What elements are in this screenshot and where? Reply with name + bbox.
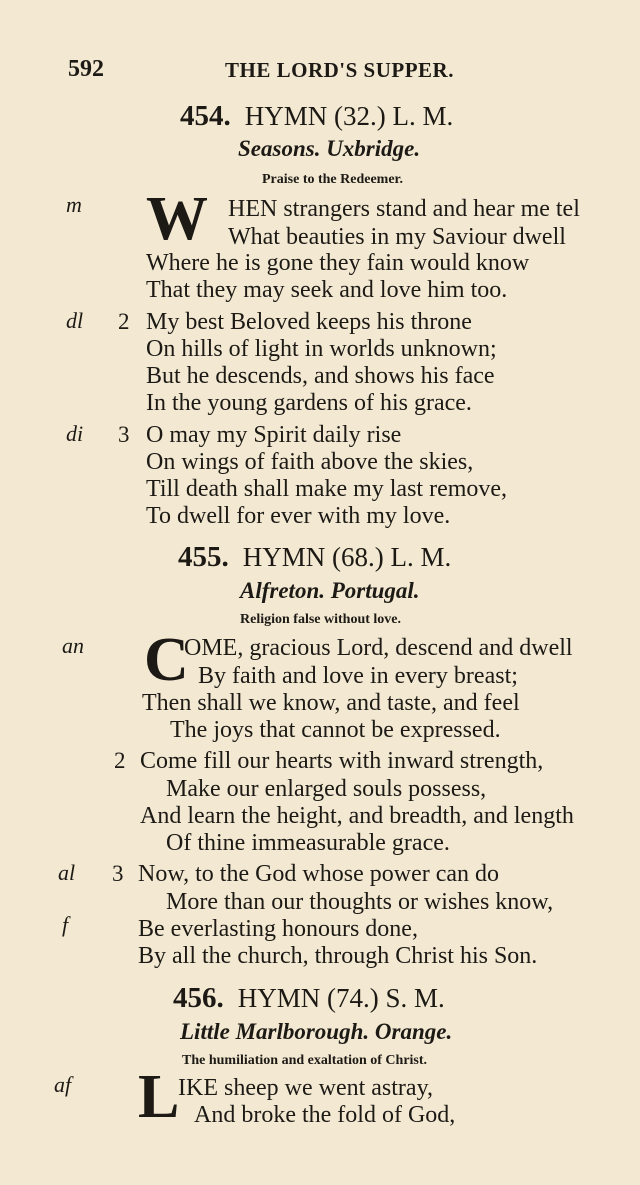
hymn-line: To dwell for ever with my love. (146, 503, 451, 529)
hymn-line: Of thine immeasurable grace. (166, 830, 450, 856)
hymn-454-heading (180, 100, 453, 133)
hymn-line: But he descends, and shows his face (146, 363, 495, 389)
hymn-line: Where he is gone they fain would know (146, 250, 530, 276)
hymn-455-tunes: Alfreton. Portugal. (240, 578, 420, 603)
hymn-454-number: 454. (180, 100, 231, 132)
hymn-line: Then shall we know, and taste, and feel (142, 690, 520, 716)
hymn-line: Make our enlarged souls possess, (166, 776, 487, 802)
hymn-line: Come fill our hearts with inward strength, (140, 748, 544, 774)
drop-cap: C (144, 626, 189, 694)
margin-mark: m (66, 192, 82, 217)
hymn-line: By faith and love in every breast; (198, 663, 518, 689)
margin-mark: af (54, 1072, 72, 1097)
hymn-456-number: 456. (173, 982, 224, 1014)
hymn-456-heading (173, 982, 445, 1015)
hymn-line: That they may seek and love him too. (146, 277, 508, 303)
stanza-number: 3 (118, 422, 130, 447)
hymn-line: On wings of faith above the skies, (146, 449, 474, 475)
hymn-line: The joys that cannot be expressed. (170, 717, 501, 743)
hymn-line: O may my Spirit daily rise (146, 422, 402, 448)
hymn-454-title: HYMN (32.) L. M. (244, 101, 454, 131)
hymn-line: More than our thoughts or wishes know, (166, 889, 554, 915)
hymn-line: OME, gracious Lord, descend and dwell (184, 635, 573, 661)
drop-cap: L (138, 1063, 180, 1131)
stanza-number: 2 (114, 748, 126, 773)
running-head: THE LORD'S SUPPER. (225, 58, 454, 82)
hymn-455-heading (178, 541, 451, 574)
hymn-455-title: HYMN (68.) L. M. (242, 542, 452, 572)
hymn-line: Be everlasting honours done, (138, 916, 418, 942)
margin-mark: f (62, 912, 69, 937)
hymn-456-subject: The humiliation and exaltation of Christ. (182, 1053, 428, 1068)
hymn-line: And broke the fold of God, (194, 1102, 456, 1128)
margin-mark: an (62, 633, 84, 658)
hymn-line: Now, to the God whose power can do (138, 861, 500, 887)
hymn-line: And learn the height, and breadth, and length (140, 803, 574, 829)
hymn-454-tunes: Seasons. Uxbridge. (238, 136, 421, 161)
hymn-line: In the young gardens of his grace. (146, 390, 472, 416)
stanza-number: 2 (118, 309, 130, 334)
hymn-455-subject: Religion false without love. (240, 612, 401, 627)
hymn-line: On hills of light in worlds unknown; (146, 336, 497, 362)
hymn-line: Till death shall make my last remove, (146, 476, 508, 502)
hymn-line: What beauties in my Saviour dwell (228, 224, 566, 250)
margin-mark: al (58, 860, 76, 885)
hymn-line: IKE sheep we went astray, (178, 1075, 434, 1101)
hymn-454-subject: Praise to the Redeemer. (262, 172, 403, 187)
hymn-456-title: HYMN (74.) S. M. (237, 983, 445, 1013)
page-number: 592 (68, 56, 104, 82)
hymn-line: My best Beloved keeps his throne (146, 309, 472, 335)
hymn-455-number: 455. (178, 541, 229, 573)
hymn-line: By all the church, through Christ his Son. (138, 943, 538, 969)
margin-mark: dl (66, 308, 84, 333)
drop-cap: W (146, 185, 208, 253)
hymn-456-tunes: Little Marlborough. Orange. (180, 1019, 453, 1044)
hymn-line: HEN strangers stand and hear me tel (228, 196, 580, 222)
stanza-number: 3 (112, 861, 124, 886)
margin-mark: di (66, 421, 84, 446)
